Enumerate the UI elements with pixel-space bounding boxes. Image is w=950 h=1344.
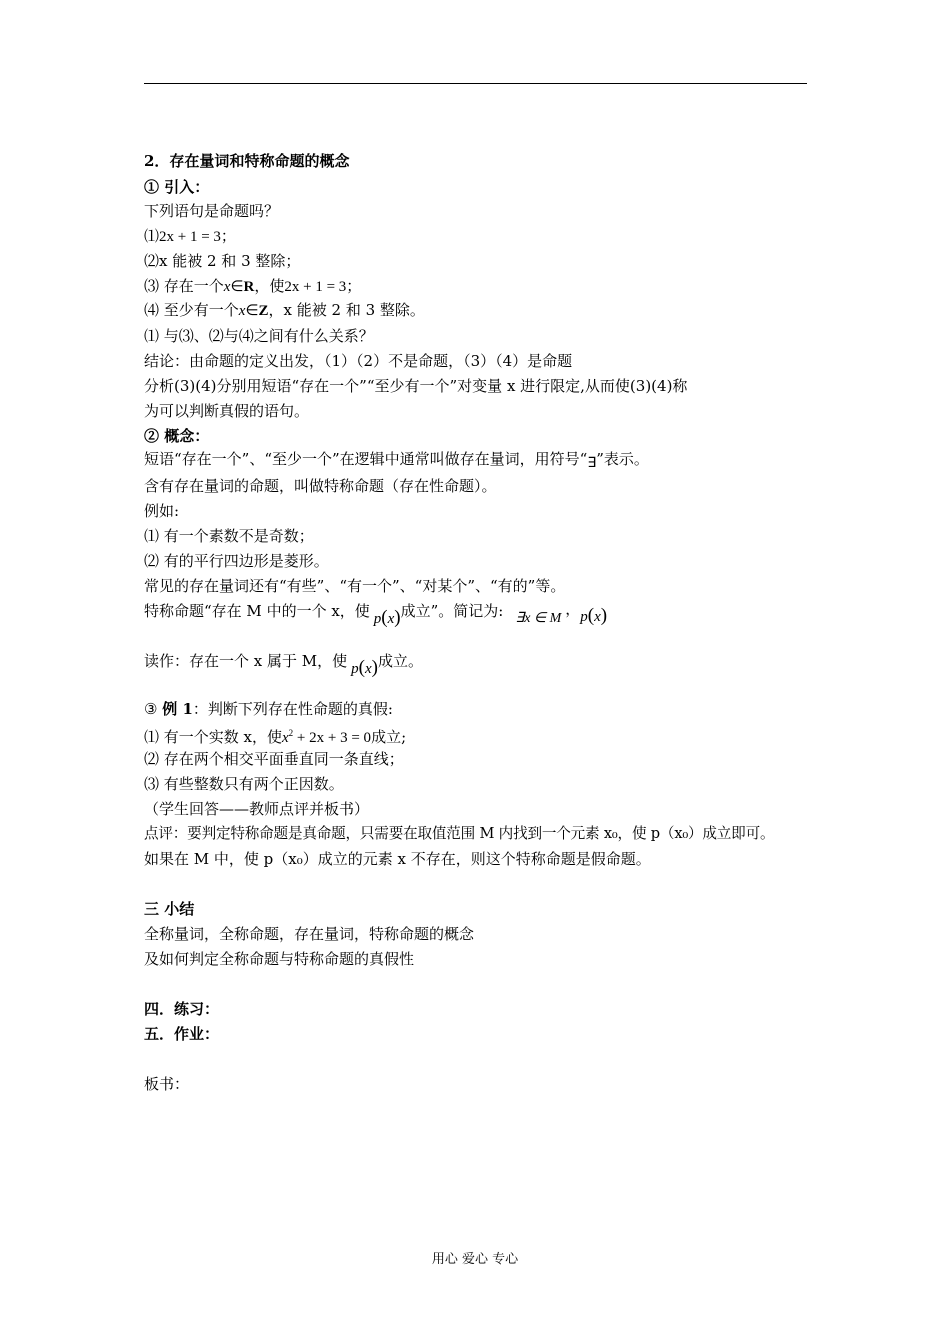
notation-p-of-x: p(x) xyxy=(580,605,608,626)
header-rule xyxy=(144,83,807,84)
summary-line-2: 及如何判定全称命题与特称命题的真假性 xyxy=(144,950,415,968)
notation-comma: ， xyxy=(565,600,581,618)
reading-suffix: 成立。 xyxy=(377,652,423,670)
statement-4-var: x xyxy=(238,303,246,319)
student-answer-note: （学生回答——教师点评并板书） xyxy=(144,800,370,818)
question-1-suffix: 成立; xyxy=(371,728,407,746)
statement-4-set: Z xyxy=(258,303,269,319)
statement-3-in: ∈ xyxy=(230,279,244,295)
special-prefix: 特称命题“存在 M 中的一个 x，使 xyxy=(144,602,370,620)
board-label: 板书： xyxy=(144,1075,190,1093)
reading-prefix: 读作：存在一个 x 属于 M，使 xyxy=(144,652,348,670)
special-suffix: 成立”。简记为: xyxy=(400,602,504,620)
question-1-exponent: 2 xyxy=(288,728,294,738)
concept-line-2: 含有存在量词的命题，叫做特称命题（存在性命题）。 xyxy=(144,477,497,495)
notation-p-func: p xyxy=(580,609,588,625)
statement-4 xyxy=(144,300,425,321)
p-arg: x xyxy=(387,611,395,627)
statement-1-number: ⑴ xyxy=(144,227,160,245)
statement-4-rest: ，x 能被 2 和 3 整除。 xyxy=(268,301,425,319)
comment-line-1: 点评：要判定特称命题是真命题，只需要在取值范围 M 内找到一个元素 x₀，使 p（x₀）成立即可。 xyxy=(144,825,775,842)
summary-line-1: 全称量词，全称命题，存在量词，特称命题的概念 xyxy=(144,925,475,943)
example1-text: ：判断下列存在性命题的真假: xyxy=(192,700,393,718)
common-quantifiers: 常见的存在量词还有“有些”、“有一个”、“对某个”、“有的”等。 xyxy=(144,577,566,595)
comment-line-2: 如果在 M 中，使 p（x₀）成立的元素 x 不存在，则这个特称命题是假命题。 xyxy=(144,850,651,868)
statement-3-var: x xyxy=(223,279,231,295)
statement-2: ⑵x 能被 2 和 3 整除； xyxy=(144,252,301,270)
conclusion: 结论：由命题的定义出发，（1）（2）不是命题，（3）（4）是命题 xyxy=(144,352,573,370)
exercise-heading: 四．练习： xyxy=(144,1000,220,1018)
p-func: p xyxy=(373,611,382,627)
summary-title: 三 小结 xyxy=(144,900,195,918)
question-1-prefix: ⑴ 有一个实数 x，使 xyxy=(144,728,282,746)
concept-line-1-b: ”表示。 xyxy=(596,450,649,468)
reading xyxy=(144,651,423,678)
statement-4-prefix: ⑷ 至少有一个 xyxy=(144,301,239,319)
reading-p-of-x: p(x) xyxy=(351,657,378,678)
statement-4-in: ∈ xyxy=(245,303,259,319)
statement-3-mid: ，使 xyxy=(254,277,285,295)
example-2: ⑵ 有的平行四边形是菱形。 xyxy=(144,552,329,570)
special-proposition xyxy=(144,600,608,628)
statement-3 xyxy=(144,276,361,297)
example-intro: 例如: xyxy=(144,502,180,520)
notation-p-arg: x xyxy=(594,609,601,625)
statement-3-prefix: ⑶ 存在一个 xyxy=(144,277,224,295)
reading-p-arg: x xyxy=(364,661,372,677)
example-1: ⑴ 有一个素数不是奇数； xyxy=(144,527,314,545)
concept-line-1 xyxy=(144,449,649,471)
relation-question: ⑴ 与⑶、⑵与⑷之间有什么关系？ xyxy=(144,327,374,345)
intro-label: ① 引入： xyxy=(144,178,210,196)
section-heading: 2．存在量词和特称命题的概念 xyxy=(144,152,350,170)
statement-1-expression: 2x + 1 = 3； xyxy=(159,229,236,245)
example1-number: ③ xyxy=(144,700,163,718)
p-of-x: p(x) xyxy=(373,607,401,628)
example1-heading xyxy=(144,699,393,719)
question-text: 下列语句是命题吗？ xyxy=(144,202,280,220)
example1-label: 例 1 xyxy=(162,700,193,718)
analysis-line-1: 分析(3)(4)分别用短语“存在一个”“至少有一个”对变量 x 进行限定,从而使(3)(4)称 xyxy=(144,377,688,395)
concept-label: ② 概念： xyxy=(144,427,210,445)
question-1-var: x xyxy=(282,730,289,746)
question-1 xyxy=(144,723,406,748)
statement-3-expression: 2x + 1 = 3； xyxy=(284,279,362,295)
reading-p-func: p xyxy=(351,661,359,677)
statement-1 xyxy=(144,226,236,247)
statement-3-set: R xyxy=(243,279,255,295)
notation-exists: ∃x ∈ M xyxy=(515,611,562,626)
question-2: ⑵ 存在两个相交平面垂直同一条直线； xyxy=(144,750,404,768)
homework-heading: 五．作业： xyxy=(144,1025,220,1043)
page-footer: 用心 爱心 专心 xyxy=(431,1252,519,1267)
question-3: ⑶ 有些整数只有两个正因数。 xyxy=(144,775,344,793)
question-1-expression: + 2x + 3 = 0 xyxy=(293,730,372,746)
concept-line-1-a: 短语“存在一个”、“至少一个”在逻辑中通常叫做存在量词，用符号“ xyxy=(144,450,588,468)
analysis-line-2: 为可以判断真假的语句。 xyxy=(144,402,310,420)
exists-symbol: ∃ xyxy=(587,456,597,471)
